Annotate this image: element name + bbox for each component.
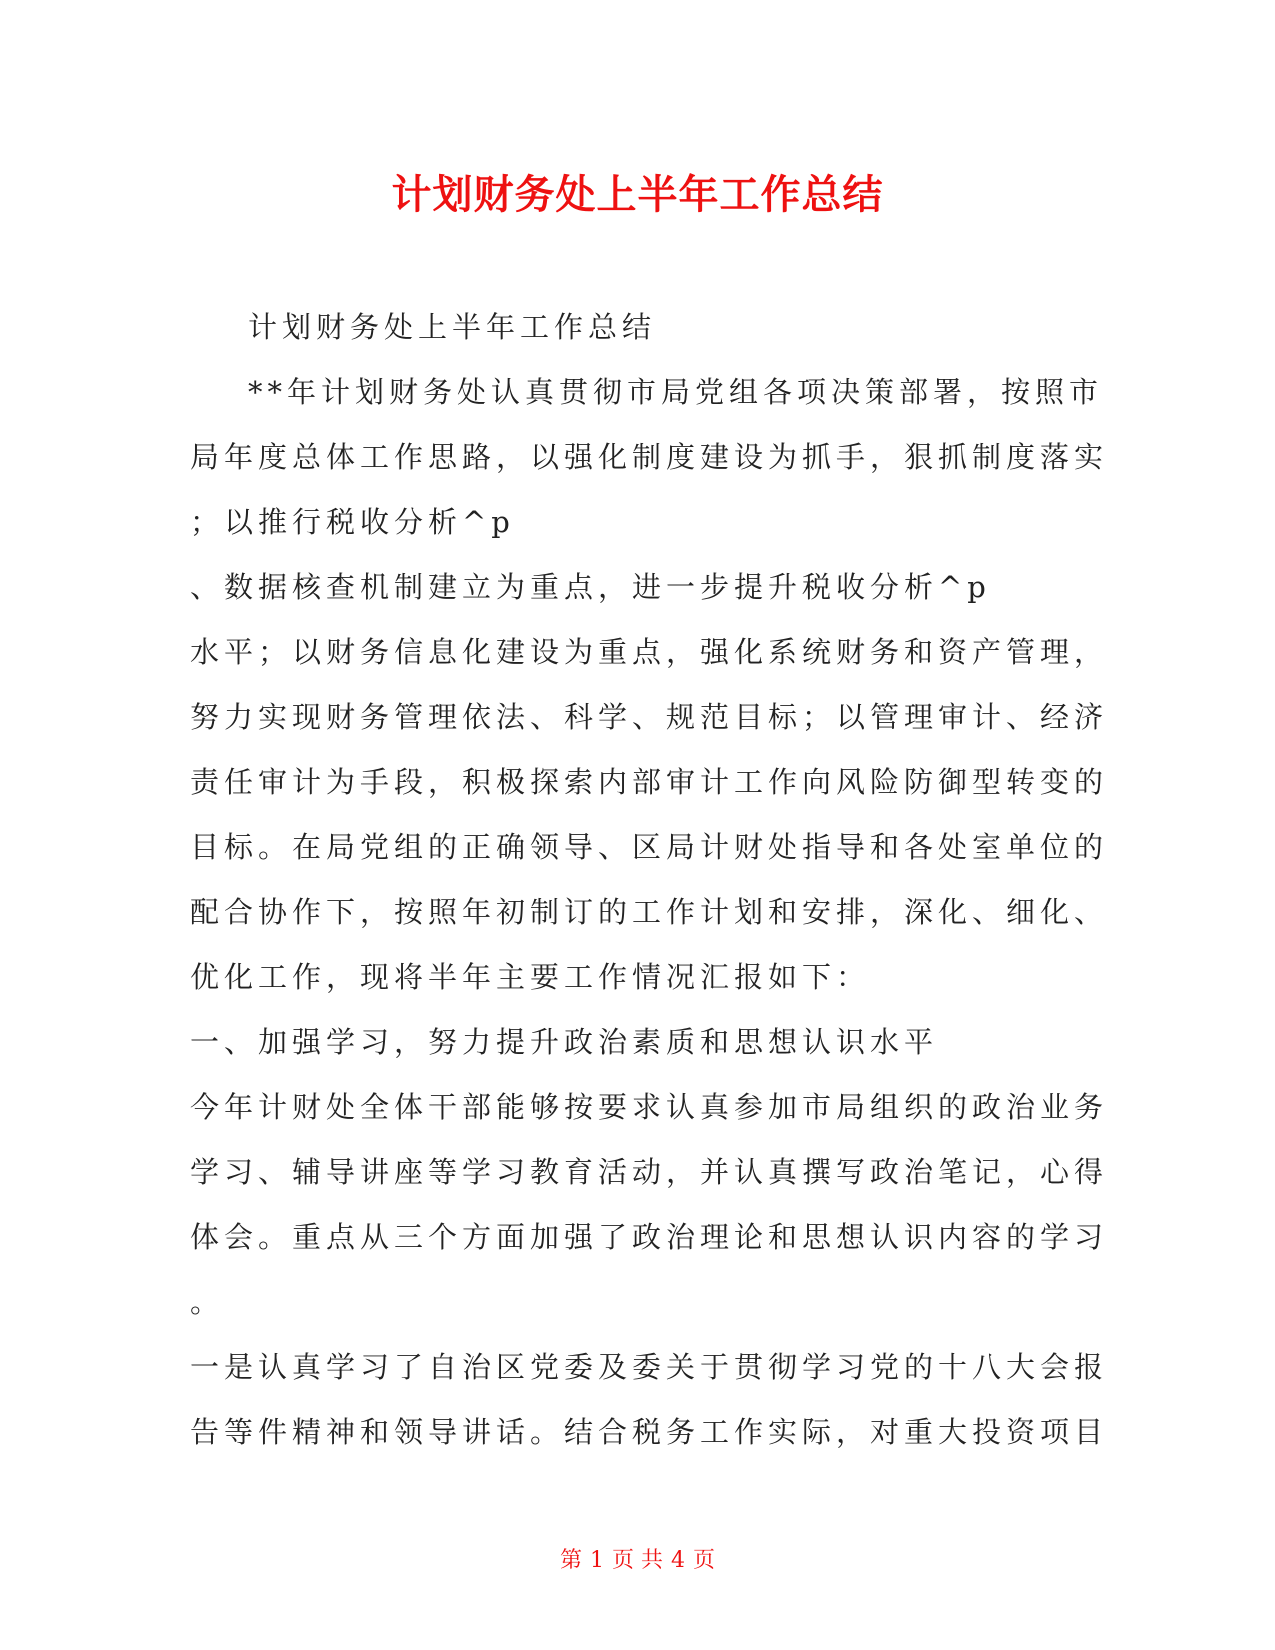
body-line: 学习、辅导讲座等学习教育活动，并认真撰写政治笔记，心得 (190, 1155, 1109, 1189)
body-line: 目标。在局党组的正确领导、区局计财处指导和各处室单位的 (190, 830, 1109, 864)
section-heading: 一、加强学习，努力提升政治素质和思想认识水平 (190, 1025, 939, 1059)
body-line: **年计划财务处认真贯彻市局党组各项决策部署，按照市 (248, 375, 1104, 409)
body-line: 配合协作下，按照年初制订的工作计划和安排，深化、细化、 (190, 895, 1109, 929)
body-line: ；以推行税收分析^p (190, 505, 515, 539)
current-page-number: 1 (590, 1548, 604, 1573)
page-number-footer (0, 1546, 1275, 1576)
body-line: 责任审计为手段，积极探索内部审计工作向风险防御型转变的 (190, 765, 1109, 799)
body-line: 、数据核查机制建立为重点，进一步提升税收分析^p (190, 570, 991, 604)
body-line: 今年计财处全体干部能够按要求认真参加市局组织的政治业务 (190, 1090, 1109, 1124)
body-line: 体会。重点从三个方面加强了政治理论和思想认识内容的学习 (190, 1220, 1109, 1254)
document-title: 计划财务处上半年工作总结 (391, 172, 884, 218)
body-line: 努力实现财务管理依法、科学、规范目标；以管理审计、经济 (190, 700, 1109, 734)
footer-prefix: 第 (559, 1548, 582, 1573)
footer-mid: 页 共 (612, 1548, 663, 1573)
body-line: 。 (190, 1285, 225, 1319)
total-page-number: 4 (671, 1548, 685, 1573)
body-line: 一是认真学习了自治区党委及委关于贯彻学习党的十八大会报 (190, 1350, 1109, 1384)
body-line: 优化工作，现将半年主要工作情况汇报如下： (190, 960, 871, 994)
footer-suffix: 页 (693, 1548, 716, 1573)
body-line: 局年度总体工作思路，以强化制度建设为抓手，狠抓制度落实 (190, 440, 1109, 474)
body-line: 告等件精神和领导讲话。结合税务工作实际，对重大投资项目 (190, 1415, 1109, 1449)
body-line: 水平；以财务信息化建设为重点，强化系统财务和资产管理， (190, 635, 1109, 669)
document-body (190, 295, 1109, 1465)
body-line: 计划财务处上半年工作总结 (248, 310, 657, 344)
